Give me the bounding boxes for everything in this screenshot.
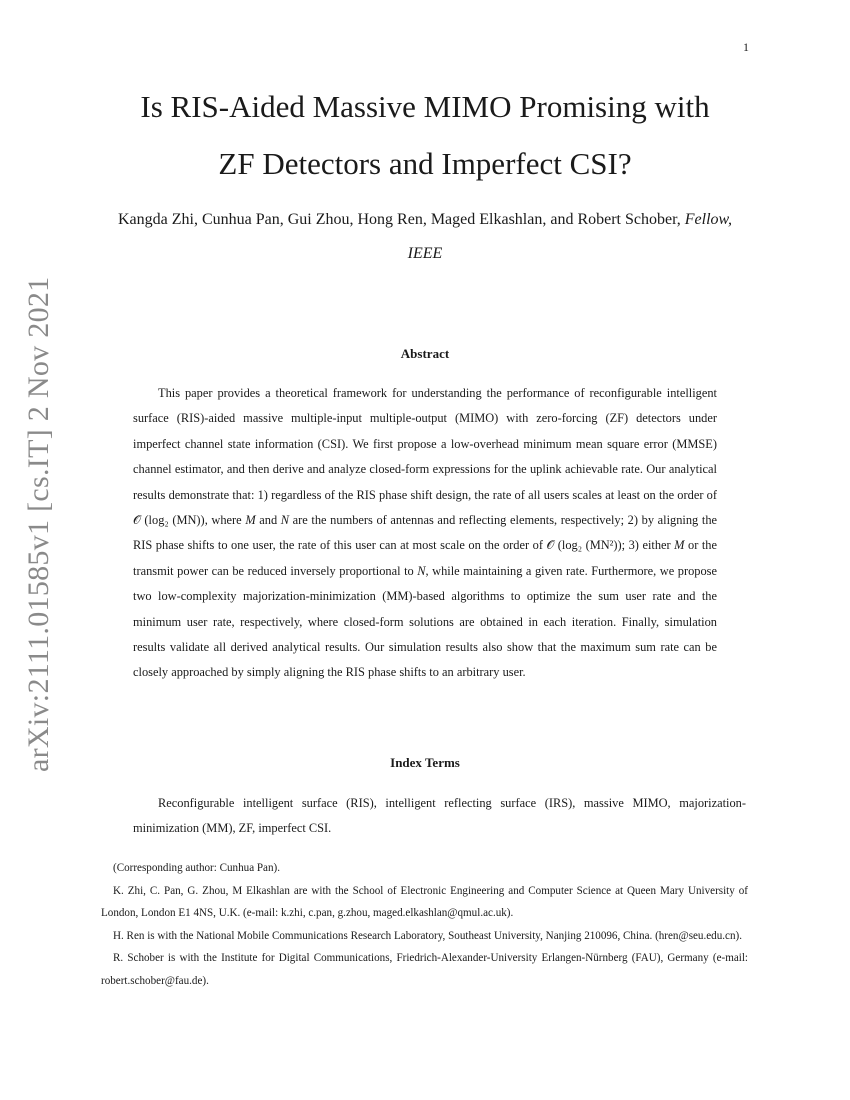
footnotes [101, 857, 748, 993]
author-list [100, 203, 750, 271]
math-order-log-mn: 𝒪 (log₂ (MN)) [133, 513, 205, 528]
abstract-text-segment: ; 3) either [621, 538, 675, 553]
math-order-log-mn2: 𝒪 (log₂ (MN²)) [546, 538, 622, 553]
abstract-text-segment: , while maintaining a given rate. Furthermore, we propose two low-complexity majorization-minimization (MM)-based algorithms to optimize the sum user rate and the minimum user rate, respectively, where closed-form solutions are obtained in each iteration. Finally, simulation results validate all derived analytical results. Our simulation results also show that the maximum sum rate can be closely approached by simply aligning the RIS phase shifts to an arbitrary user. [133, 563, 717, 680]
footnote-affiliation-seu: H. Ren is with the National Mobile Communications Research Laboratory, Southeast University, Nanjing 210096, China. (hren@seu.edu.cn). [113, 929, 742, 942]
abstract-text-segment: are the numbers of antennas and reflecting elements, respectively; 2) by aligning the RIS phase shifts to one user, the rate of this user can at most scale on the order of [133, 513, 718, 553]
math-symbol-n: N [417, 563, 426, 578]
footnote-affiliation-fau: R. Schober is with the Institute for Digital Communications, Friedrich-Alexander-University Erlangen-Nürnberg (FAU), Germany (e-mail: robert.schober@fau.de). [101, 952, 748, 987]
abstract-text-segment: and [255, 513, 281, 528]
page-number: 1 [743, 40, 749, 54]
abstract-heading: Abstract [400, 346, 450, 361]
abstract-text-segment: or the transmit power can be reduced inversely proportional to [133, 538, 717, 578]
index-terms-heading: Index Terms [390, 755, 460, 770]
paper-title-line-2: ZF Detectors and Imperfect CSI? [218, 146, 632, 181]
math-symbol-n: N [280, 513, 290, 528]
abstract-text-segment: This paper provides a theoretical framework for understanding the performance of reconfigurable intelligent surface (RIS)-aided massive multiple-input multiple-output (MIMO) with zero-forcing (ZF) detectors under imperfect channel state information (CSI). We first propose a low-overhead minimum mean square error (MMSE) channel estimator, and then derive and analyze closed-form expressions for the uplink achievable rate. Our analytical results demonstrate that: 1) regardless of the RIS phase shift design, the rate of all users scales at least on the order of [133, 386, 717, 502]
index-terms-text: Reconfigurable intelligent surface (RIS), intelligent reflecting surface (IRS), massive MIMO, majorization-minimization (MM), ZF, imperfect CSI. [133, 796, 746, 835]
author-names: Kangda Zhi, Cunhua Pan, Gui Zhou, Hong Ren, Maged Elkashlan, and Robert Schober, [117, 211, 681, 228]
arxiv-identifier-stamp: arXiv:2111.01585v1 [cs.IT] 2 Nov 2021 [22, 276, 55, 772]
author-fellow-title: Fellow, IEEE [407, 211, 733, 262]
paper-title-line-1: Is RIS-Aided Massive MIMO Promising with [140, 89, 710, 124]
footnote-corresponding-author: (Corresponding author: Cunhua Pan). [113, 862, 280, 874]
abstract-paragraph [133, 381, 717, 686]
paper-title [0, 78, 850, 192]
math-symbol-m: M [245, 513, 256, 528]
math-symbol-m: M [674, 538, 685, 553]
abstract-text [133, 381, 717, 686]
abstract-text-segment: , where [204, 513, 246, 528]
footnote-affiliation-qmul: K. Zhi, C. Pan, G. Zhou, M Elkashlan are with the School of Electronic Engineering and Computer Science at Queen Mary University of London, London E1 4NS, U.K. (e-mail: k.zhi, c.pan, g.zhou, maged.elkashlan@qmul.ac.uk). [101, 884, 748, 920]
